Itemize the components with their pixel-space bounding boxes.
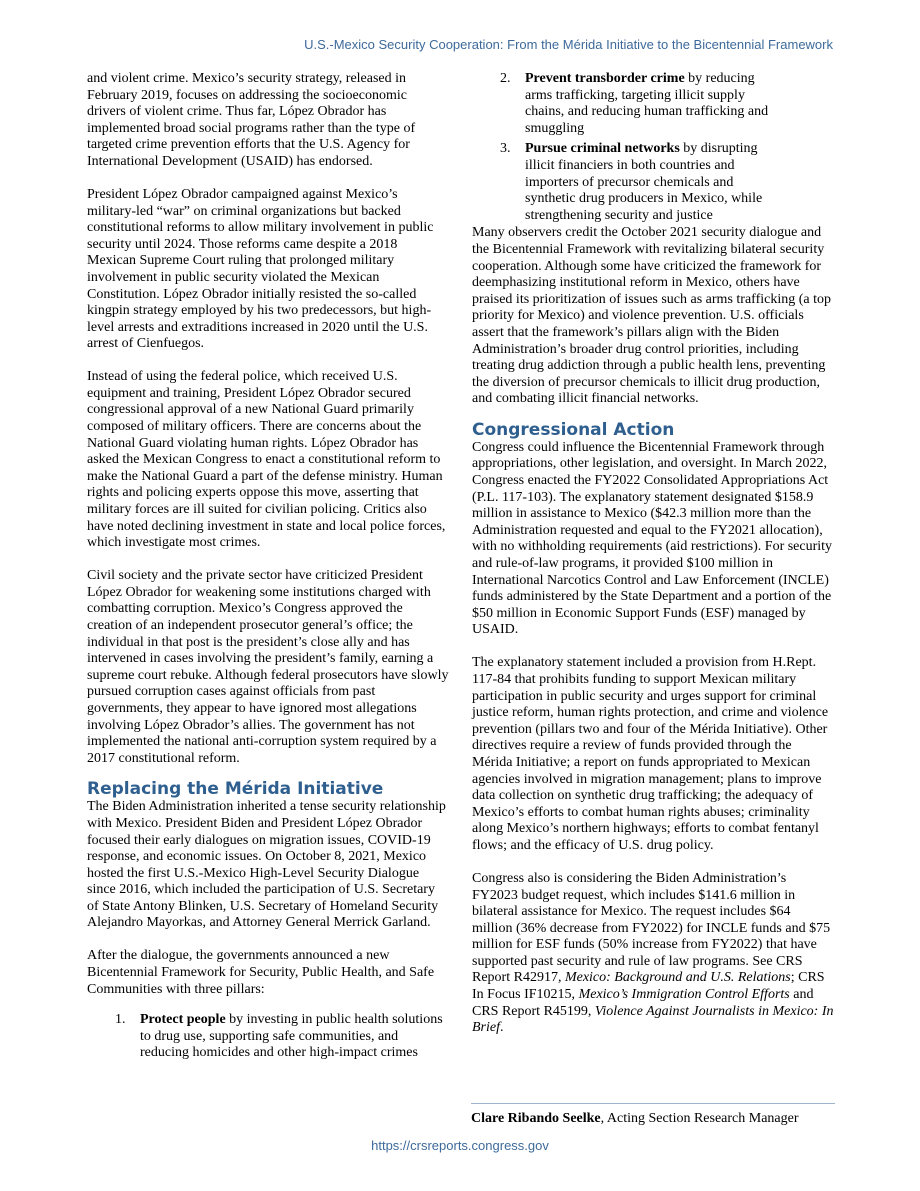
author-signature <box>471 1103 835 1127</box>
pillar-text: by investing in public health solutions to drug use, supporting safe communities, and reducing homicides and other high-impact crimes <box>140 1012 443 1061</box>
pillar-title: Protect people <box>140 1012 226 1028</box>
report-title: Mexico’s Immigration Control Efforts <box>578 987 790 1003</box>
list-number: 1. <box>115 1012 126 1028</box>
paragraph: The explanatory statement included a provision from H.Rept. 117-84 that prohibits funding to support Mexican military participation in public security and urges support for criminal justice reform, human rights protection, and crime and violence prevention (pillars two and four of the Mérida Initiative). Other directives require a review of funds provided through the Mérida Initiative; a report on funds appropriated to Mexican agencies involved in migration management; plans to improve data collection on synthetic drug trafficking; the adequacy of Mexico’s efforts to combat human rights abuses; criminality along Mexico’s northern highways; efforts to combat fentanyl flows; and the efficacy of U.S. drug policy. <box>472 655 829 853</box>
paragraph: After the dialogue, the governments announced a new Bicentennial Framework for Security, Public Health, and Safe Communities with three pillars: <box>87 948 435 997</box>
pillar-item-2 <box>472 71 772 137</box>
pillar-item-3 <box>472 141 772 224</box>
paragraph: Congress could influence the Bicentennial Framework through appropriations, other legislation, and oversight. In March 2022, Congress enacted the FY2022 Consolidated Appropriations Act (P.L. 117-103). The explanatory statement designated $158.9 million in assistance to Mexico ($42.3 million more than the Administration requested and equal to the FY2021 allocation), with no withholding requirements (aid restrictions). For security and rule-of-law programs, it provided $100 million in International Narcotics Control and Law Enforcement (INCLE) funds administered by the State Department and a portion of the $50 million in Economic Support Funds (ESF) managed by USAID. <box>472 439 833 638</box>
text-run: and CRS Report R45199, <box>472 987 814 1019</box>
pillars-list <box>87 1012 449 1062</box>
paragraph: The Biden Administration inherited a tense security relationship with Mexico. President Biden and President López Obrador focused their early dialogues on migration issues, COVID-19 response, and economic issues. On October 8, 2021, Mexico hosted the first U.S.-Mexico High-Level Security Dialogue since 2016, which included the participation of U.S. Secretary of State Antony Blinken, U.S. Secretary of Homeland Security Alejandro Mayorkas, and Attorney General Merrick Garland. <box>87 799 446 931</box>
paragraph: President López Obrador campaigned against Mexico’s military-led “war” on criminal organizations but backed constitutional reforms to allow military involvement in public security until 2024. Those reforms came despite a 2018 Mexican Supreme Court ruling that prolonged military involvement in public security violated the Mexican Constitution. López Obrador initially resisted the so-called kingpin strategy employed by his two predecessors, but high-level arrests and extraditions increased in 2020 until the U.S. arrest of Cienfuegos. <box>87 186 434 352</box>
list-number: 3. <box>500 141 511 157</box>
text-run: Congress also is considering the Biden Administration’s FY2023 budget request, which includes $141.6 million in bilateral assistance for Mexico. The request includes $64 million (36% decrease from FY2022) for INCLE funds and $75 million for ESF funds (50% increase from FY2022) that have supported past security and rule of law programs. See CRS Report R42917, <box>472 870 831 986</box>
paragraph: Instead of using the federal police, which received U.S. equipment and training, President López Obrador secured congressional approval of a new National Guard primarily composed of military officers. There are concerns about the National Guard violating human rights. López Obrador has asked the Mexican Congress to enact a constitutional reform to make the National Guard a part of the defense ministry. Human rights and policing experts oppose this move, asserting that military forces are ill suited for civilian policing. Critics also have noted declining investment in state and local police forces, which investigate most crimes. <box>87 369 446 551</box>
author-title: , Acting Section Research Manager <box>600 1111 799 1126</box>
paragraph <box>472 871 834 1037</box>
paragraph: and violent crime. Mexico’s security strategy, released in February 2019, focuses on addressing the socioeconomic drivers of violent crime. Thus far, López Obrador has implemented broad social programs rather than the type of targeted crime prevention efforts that the U.S. Agency for International Development (USAID) has endorsed. <box>87 71 416 169</box>
section-heading-congressional-action: Congressional Action <box>472 419 675 440</box>
pillar-text: by reducing arms trafficking, targeting illicit supply chains, and reducing human trafficking and smuggling <box>525 71 769 136</box>
pillars-list-continued <box>472 71 772 224</box>
section-heading-replacing-merida: Replacing the Mérida Initiative <box>87 779 384 800</box>
paragraph: Civil society and the private sector have criticized President López Obrador for weakening some institutions charged with combatting corruption. Mexico’s Congress approved the creation of an independent prosecutor general’s office; the individual in that post is the president’s close ally and has intervened in cases involving the president’s family, earning a supreme court rebuke. Although federal prosecutors have slowly pursued corruption cases against officials from past governments, they appear to have ignored most allegations involving López Obrador’s allies. The government has not implemented the national anti-corruption system required by a 2017 constitutional reform. <box>87 568 449 766</box>
pillar-title: Prevent transborder crime <box>525 71 685 86</box>
text-run: . <box>500 1020 504 1036</box>
report-title: Mexico: Background and U.S. Relations <box>564 970 791 986</box>
paragraph: Many observers credit the October 2021 security dialogue and the Bicentennial Framework with revitalizing bilateral security cooperation. Although some have criticized the framework for deemphasizing institutional reform in Mexico, others have praised its prioritization of issues such as arms trafficking (a top priority for Mexico) and violence prevention. U.S. officials assert that the framework’s pillars align with the Biden Administration’s broader drug control priorities, including treating drug addiction through a public health lens, preventing the diversion of precursor chemicals to illicit drug production, and combating illicit financial networks. <box>472 225 831 407</box>
right-column <box>472 71 834 1053</box>
running-header: U.S.-Mexico Security Cooperation: From the Mérida Initiative to the Bicentennial Framework <box>304 37 833 52</box>
pillar-item-1 <box>87 1012 449 1062</box>
text-run: ; CRS In Focus IF10215, <box>472 970 825 1003</box>
author-name: Clare Ribando Seelke <box>471 1111 601 1126</box>
left-column <box>87 71 449 1062</box>
footer-url[interactable]: https://crsreports.congress.gov <box>371 1138 549 1153</box>
list-number: 2. <box>500 71 511 86</box>
pillar-text: by disrupting illicit financiers in both countries and importers of precursor chemicals and synthetic drug producers in Mexico, while strengthening security and justice <box>525 141 763 223</box>
report-title: Violence Against Journalists in Mexico: In Brief <box>472 1003 834 1036</box>
pillar-title: Pursue criminal networks <box>525 141 680 157</box>
